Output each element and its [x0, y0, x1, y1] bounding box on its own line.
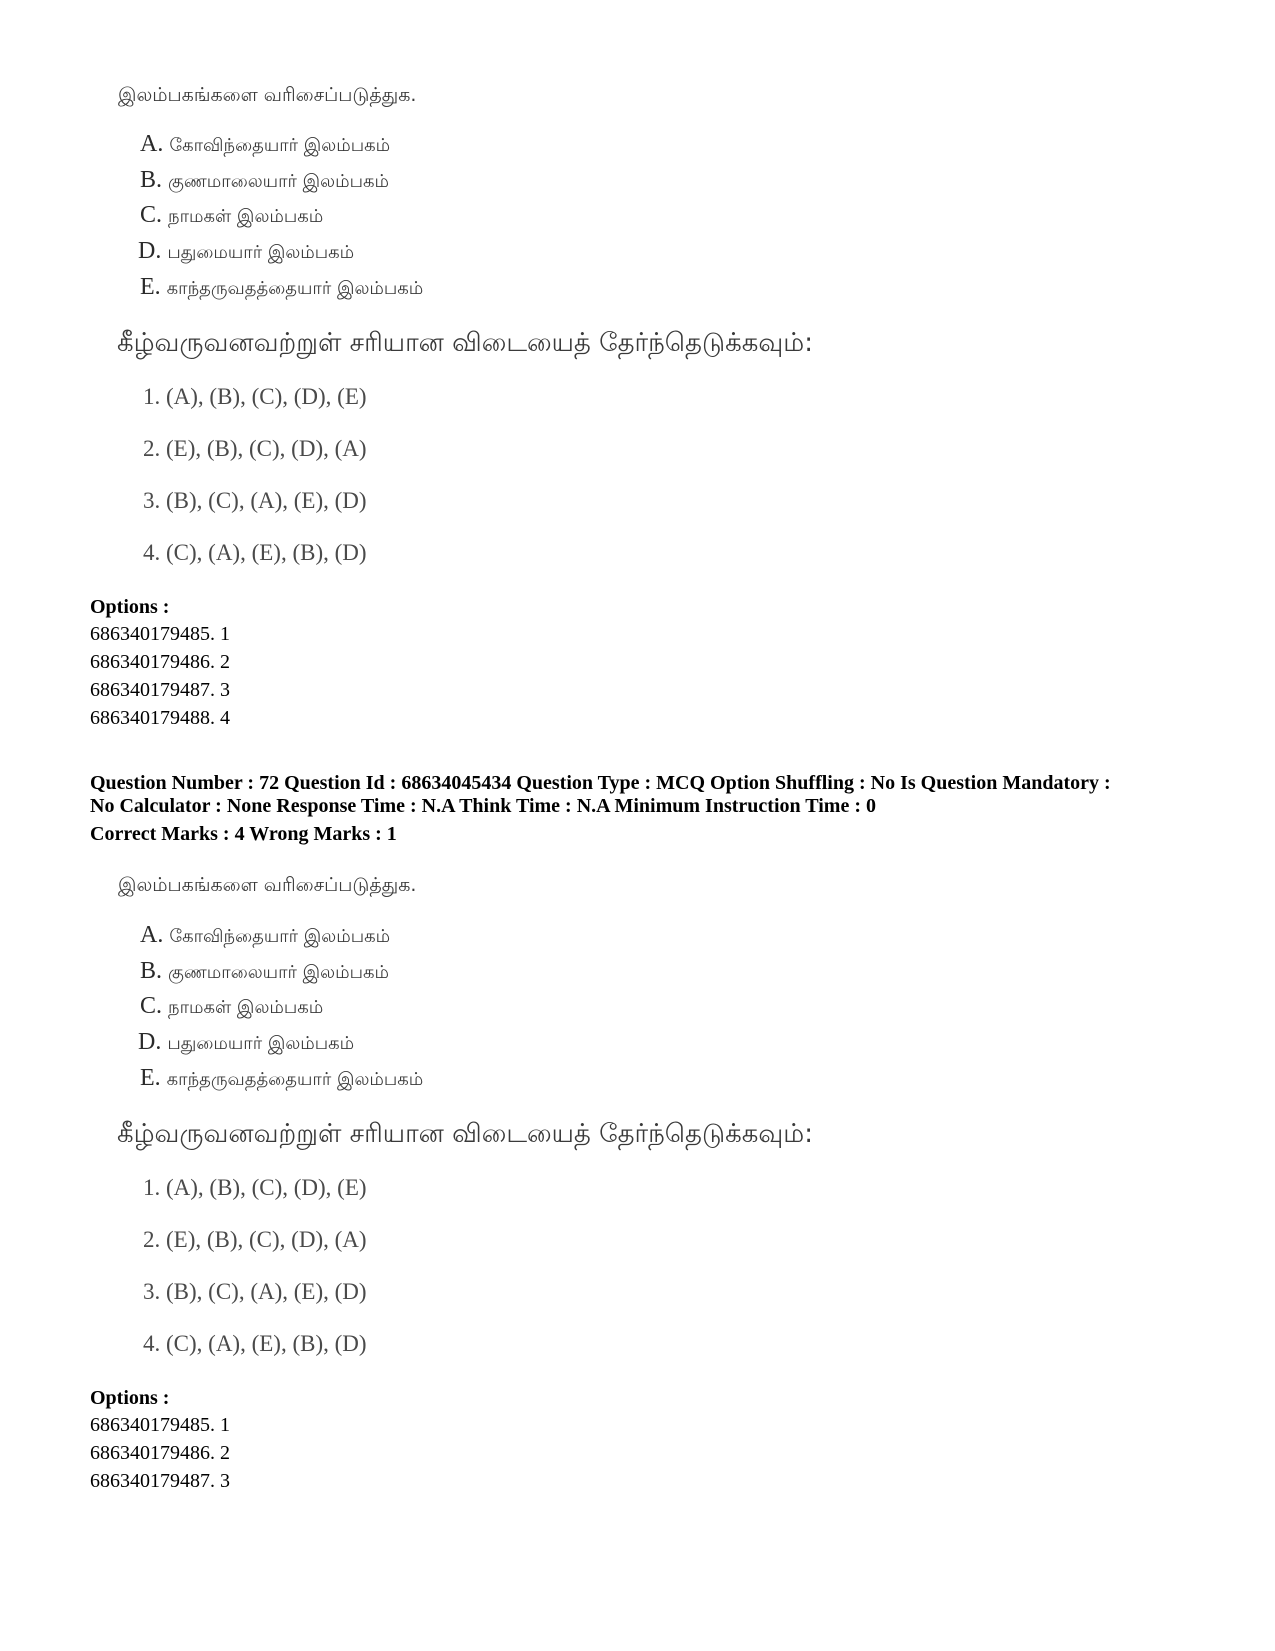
option-line: 686340179487. 3: [90, 679, 230, 701]
question-meta-line-1: Question Number : 72 Question Id : 68634045434 Question Type : MCQ Option Shuffling : No Is Question Mandatory :: [90, 772, 1111, 794]
answer-choice: 1. (A), (B), (C), (D), (E): [143, 384, 367, 409]
item-letter: E.: [140, 1065, 161, 1091]
list-item: [138, 238, 354, 265]
list-item: [140, 131, 390, 158]
answer-choice: 3. (B), (C), (A), (E), (D): [143, 488, 367, 513]
item-text: பதுமையார் இலம்பகம்: [167, 242, 355, 263]
list-item: [140, 993, 323, 1020]
list-item: [140, 202, 323, 229]
question-intro: இலம்பகங்களை வரிசைப்படுத்துக.: [118, 874, 417, 896]
item-letter: D.: [138, 238, 162, 264]
answer-choice: 1. (A), (B), (C), (D), (E): [143, 1175, 367, 1200]
item-text: பதுமையார் இலம்பகம்: [167, 1033, 355, 1054]
option-line: 686340179488. 4: [90, 707, 230, 729]
item-letter: B.: [140, 958, 163, 984]
option-line: 686340179486. 2: [90, 651, 230, 673]
item-text: கோவிந்தையார் இலம்பகம்: [169, 135, 391, 156]
list-item: [140, 167, 389, 194]
list-item: [140, 922, 390, 949]
answer-choice: 4. (C), (A), (E), (B), (D): [143, 540, 367, 565]
question-meta-line-2: No Calculator : None Response Time : N.A Think Time : N.A Minimum Instruction Time : 0: [90, 795, 876, 817]
item-letter: E.: [140, 274, 161, 300]
item-text: குணமாலையார் இலம்பகம்: [168, 171, 389, 192]
item-letter: C.: [140, 993, 163, 1019]
options-label: Options :: [90, 596, 170, 618]
options-label: Options :: [90, 1387, 170, 1409]
list-item: [140, 958, 389, 985]
question-intro: இலம்பகங்களை வரிசைப்படுத்துக.: [118, 84, 417, 106]
item-letter: A.: [140, 922, 164, 948]
item-text: காந்தருவதத்தையார் இலம்பகம்: [166, 1069, 424, 1090]
option-line: 686340179486. 2: [90, 1442, 230, 1464]
list-item: [140, 274, 423, 301]
list-item: [140, 1065, 423, 1092]
item-text: காந்தருவதத்தையார் இலம்பகம்: [166, 278, 424, 299]
item-letter: A.: [140, 131, 164, 157]
question-prompt: கீழ்வருவனவற்றுள் சரியான விடையைத் தேர்ந்தெடுக்கவும்:: [117, 328, 813, 358]
answer-choice: 2. (E), (B), (C), (D), (A): [143, 436, 367, 461]
option-line: 686340179485. 1: [90, 623, 230, 645]
item-letter: D.: [138, 1029, 162, 1055]
option-line: 686340179487. 3: [90, 1470, 230, 1492]
item-letter: B.: [140, 167, 163, 193]
answer-choice: 2. (E), (B), (C), (D), (A): [143, 1227, 367, 1252]
answer-choice: 3. (B), (C), (A), (E), (D): [143, 1279, 367, 1304]
item-text: கோவிந்தையார் இலம்பகம்: [169, 926, 391, 947]
answer-choice: 4. (C), (A), (E), (B), (D): [143, 1331, 367, 1356]
list-item: [138, 1029, 354, 1056]
item-text: நாமகள் இலம்பகம்: [168, 206, 324, 227]
question-marks: Correct Marks : 4 Wrong Marks : 1: [90, 823, 397, 845]
question-prompt: கீழ்வருவனவற்றுள் சரியான விடையைத் தேர்ந்தெடுக்கவும்:: [117, 1119, 813, 1149]
item-letter: C.: [140, 202, 163, 228]
item-text: நாமகள் இலம்பகம்: [168, 997, 324, 1018]
item-text: குணமாலையார் இலம்பகம்: [168, 962, 389, 983]
option-line: 686340179485. 1: [90, 1414, 230, 1436]
